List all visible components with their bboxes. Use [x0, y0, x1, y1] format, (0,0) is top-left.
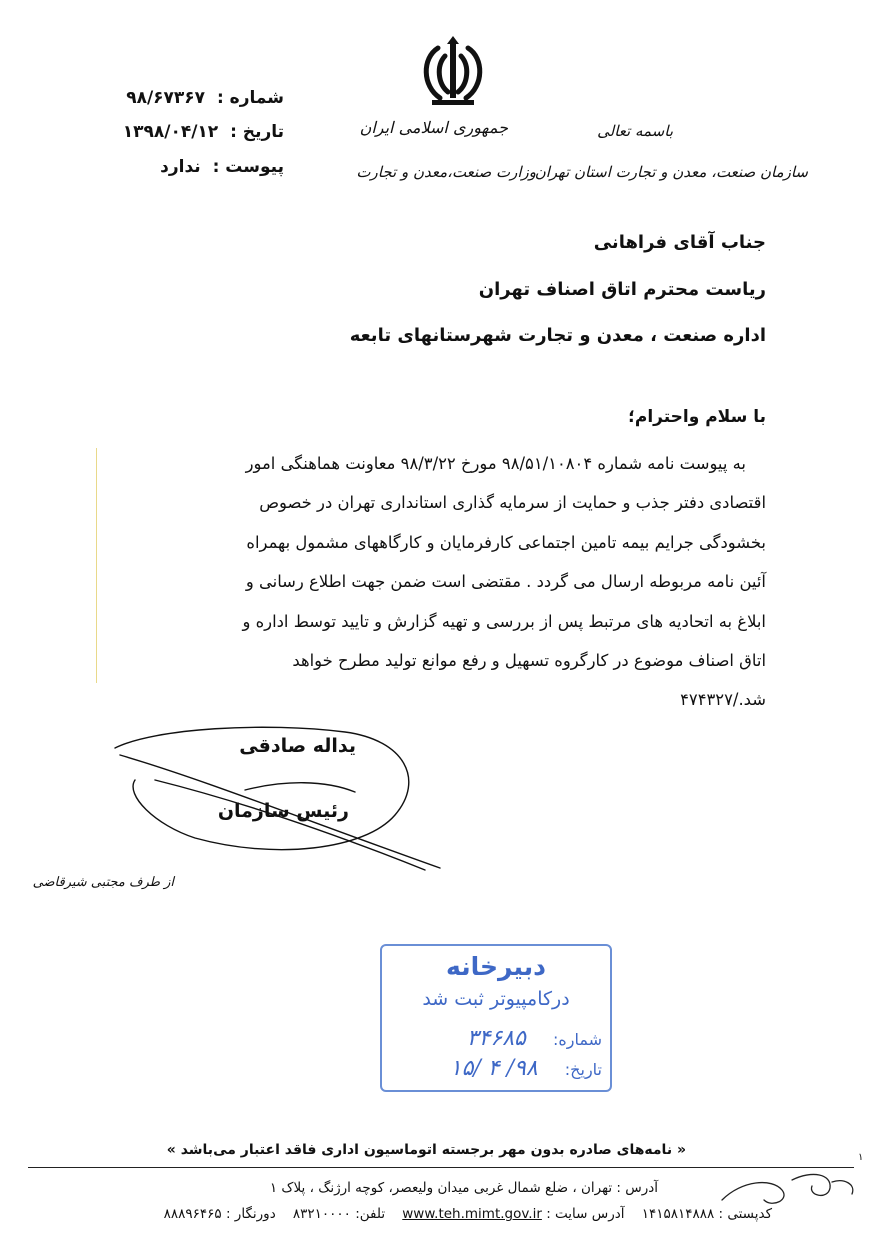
fax-value: ۸۸۸۹۶۴۶۵ [163, 1206, 222, 1222]
letter-attachment [160, 157, 284, 177]
fax-label: دورنگار : [225, 1206, 276, 1222]
letter-date-value: ۱۳۹۸/۰۴/۱۲ [122, 122, 219, 142]
registry-stamp [380, 944, 612, 1092]
greeting: با سلام واحترام؛ [628, 407, 766, 427]
letter-attachment-label: پیوست : [212, 157, 284, 177]
body-line: اقتصادی دفتر جذب و حمایت از سرمایه گذاری استانداری تهران در خصوص [259, 493, 766, 513]
letter-number [126, 88, 284, 108]
footer-contact [164, 1206, 772, 1222]
website-link[interactable]: www.teh.mimt.gov.ir [402, 1206, 542, 1222]
letter-date [123, 122, 284, 142]
postal-code-label: کدپستی : [718, 1206, 772, 1222]
body-line: اتاق اصناف موضوع در کارگروه تسهیل و رفع موانع تولید مطرح خواهد [292, 651, 766, 671]
phone-value: ۸۳۲۱۰۰۰۰ [292, 1206, 351, 1222]
body-line: ابلاغ به اتحادیه های مرتبط پس از بررسی و تهیه گزارش و تایید توسط اداره و [242, 611, 766, 631]
stamp-date-value: ۹۸/ ۴ /۱۵ [449, 1056, 538, 1081]
letter-number-value: ۹۸/۶۷۳۶۷ [126, 88, 206, 108]
stamp-number-row [390, 1026, 602, 1051]
stamp-number-label: شماره: [552, 1030, 602, 1049]
stamp-date-label: تاریخ: [564, 1060, 602, 1079]
website-label: آدرس سایت : [546, 1206, 625, 1222]
header-republic: جمهوری اسلامی ایران [359, 118, 508, 137]
signatory-title: رئیس سازمان [217, 800, 349, 822]
phone-label: تلفن: [355, 1206, 386, 1222]
body-line: شد./۴۷۴۳۲۷ [680, 690, 766, 710]
stamp-title: دبیرخانه [446, 952, 546, 981]
postal-code-value: ۱۴۱۵۸۱۴۸۸۸ [641, 1206, 715, 1222]
stamp-registered-text: درکامپیوتر ثبت شد [422, 988, 570, 1010]
body-line: آئین نامه مربوطه ارسال می گردد . مقتضی است ضمن جهت اطلاع رسانی و [245, 572, 766, 592]
letter-number-label: شماره : [216, 88, 284, 108]
footer-address: آدرس : تهران ، ضلع شمال غربی میدان ولیعصر، کوچه ارژنگ ، پلاک ۱ [269, 1180, 658, 1196]
handwritten-scribble [712, 1160, 862, 1220]
header-bismillah: باسمه تعالی [597, 122, 673, 140]
body-line: بخشودگی جرایم بیمه تامین اجتماعی کارفرمایان و کارگاههای مشمول بهمراه [246, 532, 766, 552]
addressee-1: جناب آقای فراهانی [593, 232, 766, 253]
header-ministry: وزارت صنعت،معدن و تجارت [356, 163, 536, 181]
corner-mark: ۱ [858, 1152, 864, 1163]
letter-body [96, 444, 766, 720]
letter-date-label: تاریخ : [230, 122, 284, 142]
footer-validity-note: « نامه‌های صادره بدون مهر برجسته اتوماسیون اداری فاقد اعتبار می‌باشد » [166, 1142, 686, 1158]
stamp-number-value: ۳۴۶۸۵ [466, 1026, 526, 1051]
addressee-3: اداره صنعت ، معدن و تجارت شهرستانهای تابعه [349, 325, 766, 346]
on-behalf-note: از طرف مجتبی شیرقاضی [32, 875, 174, 890]
letter-attachment-value: ندارد [160, 157, 201, 177]
addressee-2: ریاست محترم اتاق اصناف تهران [478, 279, 766, 300]
stamp-date-row [390, 1056, 602, 1081]
iran-emblem-icon [414, 34, 492, 108]
body-line: به پیوست نامه شماره ۹۸/۵۱/۱۰۸۰۴ مورخ ۹۸/۳/۲۲ معاونت هماهنگی امور [245, 454, 746, 473]
signatory-name: یداله صادقی [239, 735, 356, 757]
header-organization: سازمان صنعت، معدن و تجارت استان تهران [534, 163, 808, 181]
